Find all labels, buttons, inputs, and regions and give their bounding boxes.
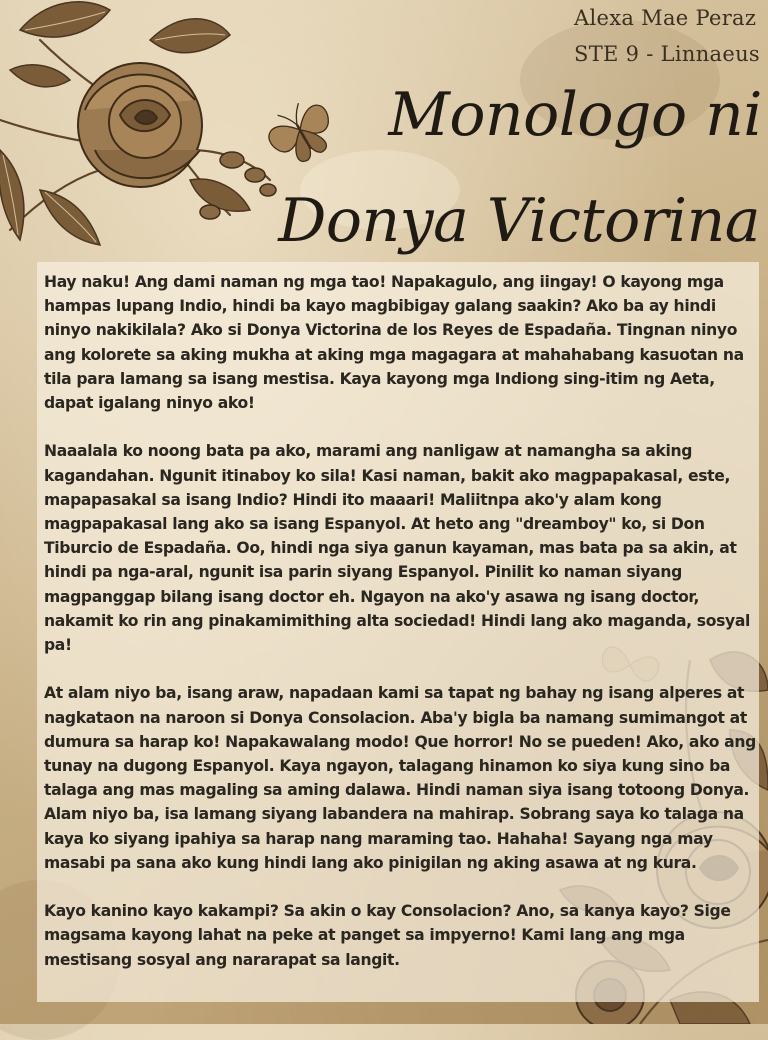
class-section: STE 9 - Linnaeus bbox=[574, 42, 760, 66]
title-line-2: Donya Victorina bbox=[278, 186, 760, 256]
paragraph: Naaalala ko noong bata pa ako, marami ang nanligaw at namangha sa aking kagandahan. Ngunit itinaboy ko sila! Kasi naman, bakit ako magpapakasal, este, mapapasakal sa isang Indio? Hindi ito maaari! Maliitnpa ako'y alam kong magpapakasal lang ako sa isang Espanyol. At heto ang "dreamboy" ko, si Don Tiburcio de Espadaña. Oo, hindi nga siya ganun kayaman, mas bata pa sa akin, at hindi pa nga-aral, ngunit isa parin siyang Espanyol. Pinilit ko naman siyang magpanggap bilang isang doctor eh. Ngayon na ako'y asawa ng isang doctor, nakamit ko rin ang pinakamimithing alta sociedad! Hindi lang ako maganda, sosyal pa! bbox=[44, 442, 751, 655]
author-name: Alexa Mae Peraz bbox=[574, 6, 757, 30]
paragraph: Hay naku! Ang dami naman ng mga tao! Napakagulo, ang iingay! O kayong mga hampas lupang Indio, hindi ba kayo magbibigay galang saakin? Ako ba ay hindi ninyo nakikilala? Ako si Donya Victorina de los Reyes de Espadaña. Tingnan ninyo ang kolorete sa aking mukha at aking mga magagara at mahahabang kasuotan na tila para lamang sa isang mestisa. Kaya kayong mga Indiong sing-itim ng Aeta, dapat igalang ninyo ako! bbox=[44, 273, 744, 413]
monologue-body bbox=[44, 270, 758, 972]
author-block bbox=[574, 0, 760, 72]
title-line-1: Monologo ni bbox=[388, 80, 762, 150]
paragraph: At alam niyo ba, isang araw, napadaan kami sa tapat ng bahay ng isang alperes at nagkataon na naroon si Donya Consolacion. Aba'y bigla ba namang sumimangot at dumura sa harap ko! Napakawalang modo! Que horror! No se pueden! Ako, ako ang tunay na dugong Espanyol. Kaya ngayon, talagang hinamon ko siya kung sino ba talaga ang mas magaling sa aming dalawa. Hindi naman siya isang totoong Donya. Alam niyo ba, isa lamang siyang labandera na mahirap. Sobrang saya ko talaga na kaya ko siyang ipahiya sa harap nang maraming tao. Hahaha! Sayang nga may masabi pa sana ako kung hindi lang ako pinigilan ng aking asawa at ng kura. bbox=[44, 684, 756, 872]
paragraph: Kayo kanino kayo kakampi? Sa akin o kay Consolacion? Ano, sa kanya kayo? Sige magsama kayong lahat na peke at panget sa impyerno! Kami lang ang mga mestisang sosyal ang nararapat sa langit. bbox=[44, 902, 731, 969]
